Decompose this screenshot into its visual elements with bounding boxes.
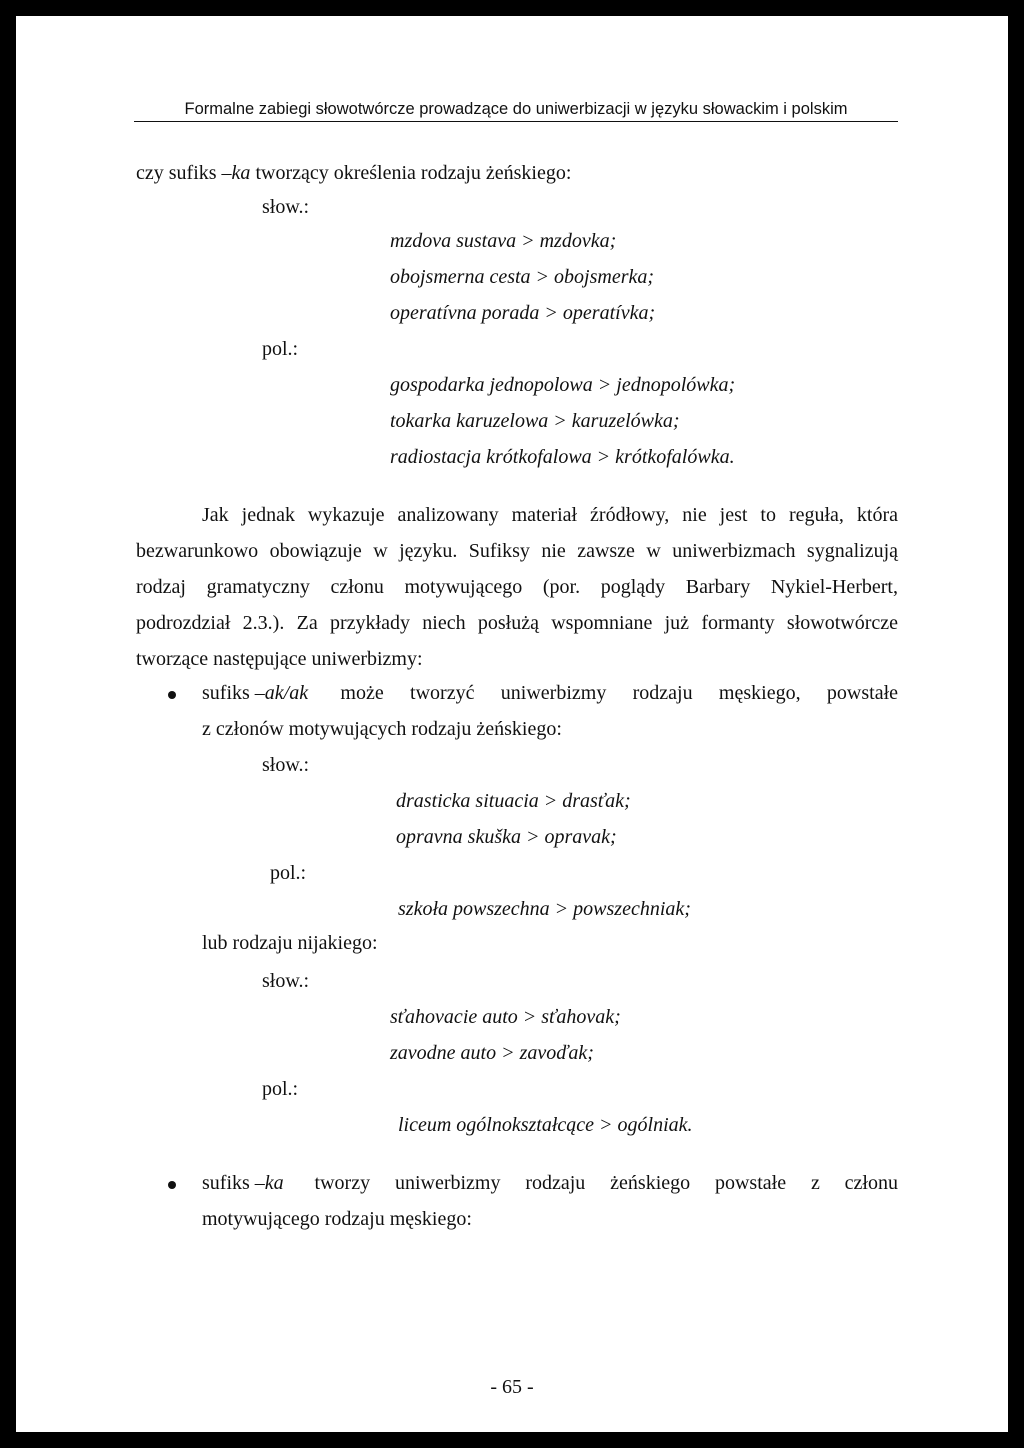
example-line: mzdova sustava > mzdovka; [390, 230, 617, 252]
example-line: tokarka karuzelowa > karuzelówka; [390, 410, 680, 432]
bullet2-line [202, 1172, 898, 1195]
example-line: sťahovacie auto > sťahovak; [390, 1006, 621, 1028]
slov-label: słow.: [262, 970, 310, 992]
intro-suffix: –ka [221, 162, 251, 184]
bullet1-line2: z członów motywujących rodzaju żeńskiego: [202, 718, 562, 740]
example-line: operatívna porada > operatívka; [390, 302, 656, 324]
document-page [16, 16, 1008, 1432]
intro-line [136, 162, 571, 185]
bullet2-text-after: tworzy uniwerbizmy rodzaju żeńskiego powstałe z członu [289, 1172, 898, 1194]
bullet-dot [168, 1181, 176, 1189]
example-line: szkoła powszechna > powszechniak; [398, 898, 691, 920]
bullet1-text-before: sufiks [202, 682, 255, 704]
example-line: liceum ogólnokształcące > ogólniak. [398, 1114, 693, 1136]
paragraph-line: rodzaj gramatyczny członu motywującego (por. poglądy Barbary Nykiel-Herbert, [136, 576, 898, 598]
example-line: opravna skuška > opravak; [396, 826, 617, 848]
pol-label: pol.: [262, 1078, 299, 1100]
example-line: drasticka situacia > drasťak; [396, 790, 631, 812]
slov-label: słow.: [262, 754, 310, 776]
running-header: Formalne zabiegi słowotwórcze prowadzące do uniwerbizacji w języku słowackim i polskim [134, 100, 898, 122]
paragraph-line: tworzące następujące uniwerbizmy: [136, 648, 423, 670]
example-line: radiostacja krótkofalowa > krótkofalówka. [390, 446, 735, 468]
example-line: obojsmerna cesta > obojsmerka; [390, 266, 655, 288]
bullet2-suffix: –ka [254, 1172, 284, 1194]
bullet1-text-after: może tworzyć uniwerbizmy rodzaju męskiego, powstałe [314, 682, 898, 704]
bullet-dot [168, 691, 176, 699]
example-line: zavodne auto > zavoďak; [390, 1042, 594, 1064]
neuter-intro: lub rodzaju nijakiego: [202, 932, 378, 954]
intro-text-before: czy sufiks [136, 162, 222, 184]
slov-label: słow.: [262, 196, 310, 218]
bullet2-line2: motywującego rodzaju męskiego: [202, 1208, 472, 1230]
example-line: gospodarka jednopolowa > jednopolówka; [390, 374, 736, 396]
paragraph-line: bezwarunkowo obowiązuje w języku. Sufiksy nie zawsze w uniwerbizmach sygnalizują [136, 540, 898, 562]
bullet1-suffix: –ak/ak [254, 682, 309, 704]
bullet1-line [202, 682, 898, 705]
pol-label: pol.: [270, 862, 307, 884]
intro-text-after: tworzący określenia rodzaju żeńskiego: [250, 162, 572, 184]
paragraph-line: Jak jednak wykazuje analizowany materiał źródłowy, nie jest to reguła, która [202, 504, 898, 526]
pol-label: pol.: [262, 338, 299, 360]
bullet2-text-before: sufiks [202, 1172, 255, 1194]
page-number: - 65 - [490, 1376, 534, 1398]
paragraph-line: podrozdział 2.3.). Za przykłady niech posłużą wspomniane już formanty słowotwórcze [136, 612, 898, 634]
